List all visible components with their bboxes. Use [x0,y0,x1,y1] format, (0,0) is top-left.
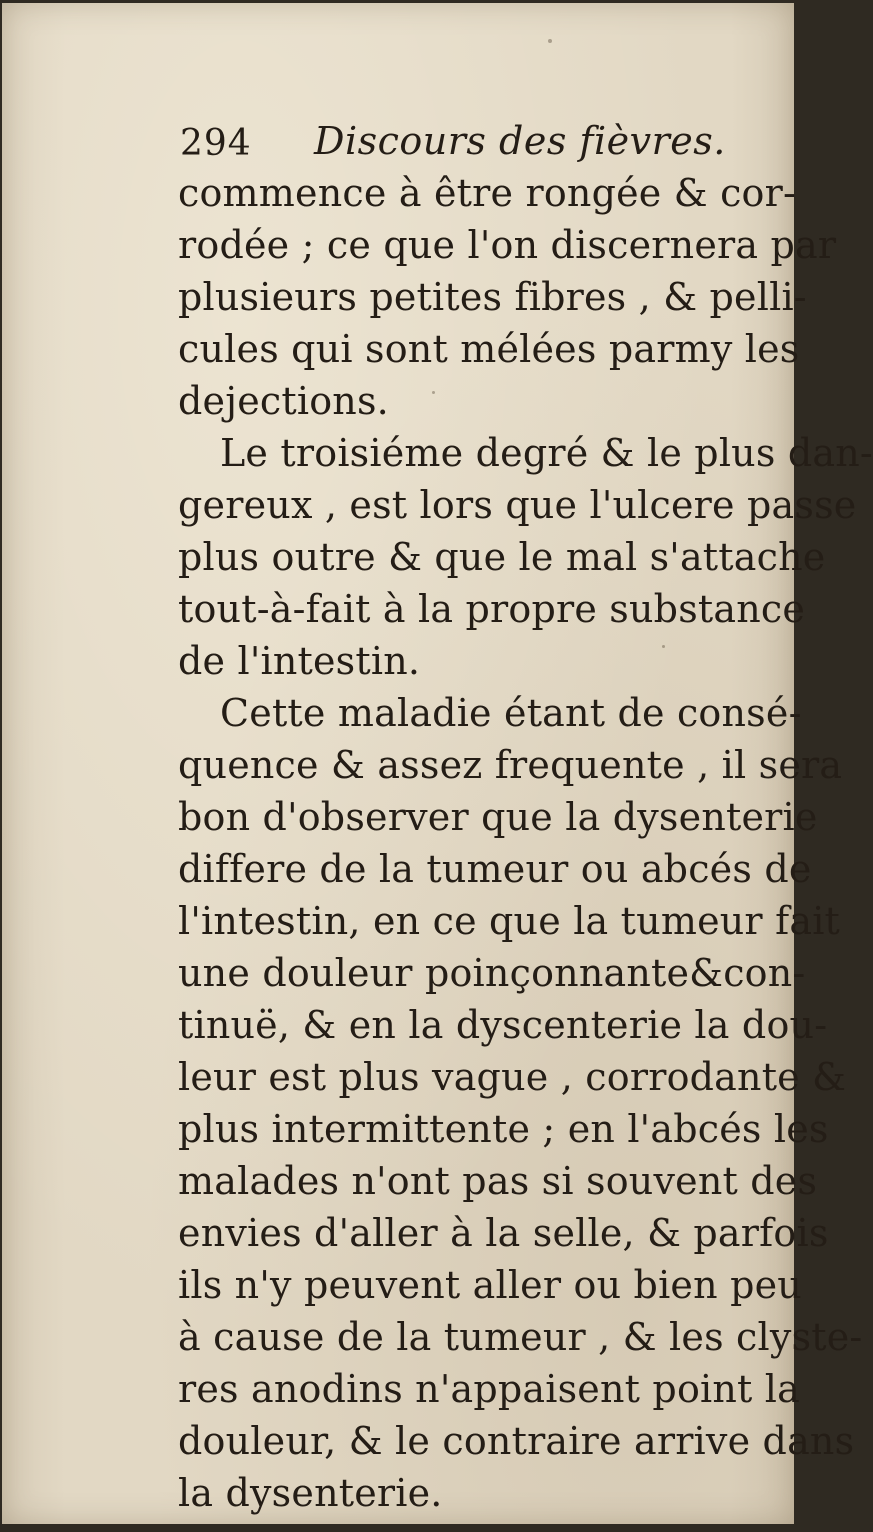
text-line: plusieurs petites fibres , & pelli- [178,275,807,319]
text-line: rodée ; ce que l'on discernera par [178,223,837,267]
text-line: dejections. [178,379,389,423]
body-text [178,167,873,1519]
paper-speck [548,39,552,43]
text-line: quence & assez frequente , il sera [178,743,843,787]
text-line: differe de la tumeur ou abcés de [178,847,812,891]
text-line: gereux , est lors que l'ulcere passe [178,483,857,527]
text-line: de l'intestin. [178,639,421,683]
text-line: malades n'ont pas si souvent des [178,1159,818,1203]
text-line: Le troisiéme degré & le plus dan- [220,431,873,475]
text-line: à cause de la tumeur , & les clyste- [178,1315,863,1359]
text-line: plus intermittente ; en l'abcés les [178,1107,829,1151]
text-line: l'intestin, en ce que la tumeur fait [178,899,841,943]
text-line: envies d'aller à la selle, & parfois [178,1211,829,1255]
text-line: commence à être rongée & cor- [178,171,797,215]
text-line: une douleur poinçonnante&con- [178,951,806,995]
text-line: douleur, & le contraire arrive dans [178,1419,855,1463]
paper-speck [770,1399,773,1402]
book-page [2,3,873,1524]
text-line: cules qui sont mélées parmy les [178,327,800,371]
text-line: ils n'y peuvent aller ou bien peu [178,1263,802,1307]
text-line: tout-à-fait à la propre substance [178,587,806,631]
text-line: la dysenterie. [178,1471,443,1515]
paper-speck [432,391,435,394]
page-header [180,115,760,165]
text-line: bon d'observer que la dysenterie [178,795,818,839]
page-number: 294 [180,123,252,164]
paper-speck [662,645,665,648]
text-line: Cette maladie étant de consé- [220,691,802,735]
text-line: tinuë, & en la dyscenterie la dou- [178,1003,828,1047]
running-title: Discours des fièvres. [314,119,726,163]
text-line: leur est plus vague , corrodante & [178,1055,847,1099]
text-line: plus outre & que le mal s'attache [178,535,826,579]
text-line: res anodins n'appaisent point la [178,1367,801,1411]
